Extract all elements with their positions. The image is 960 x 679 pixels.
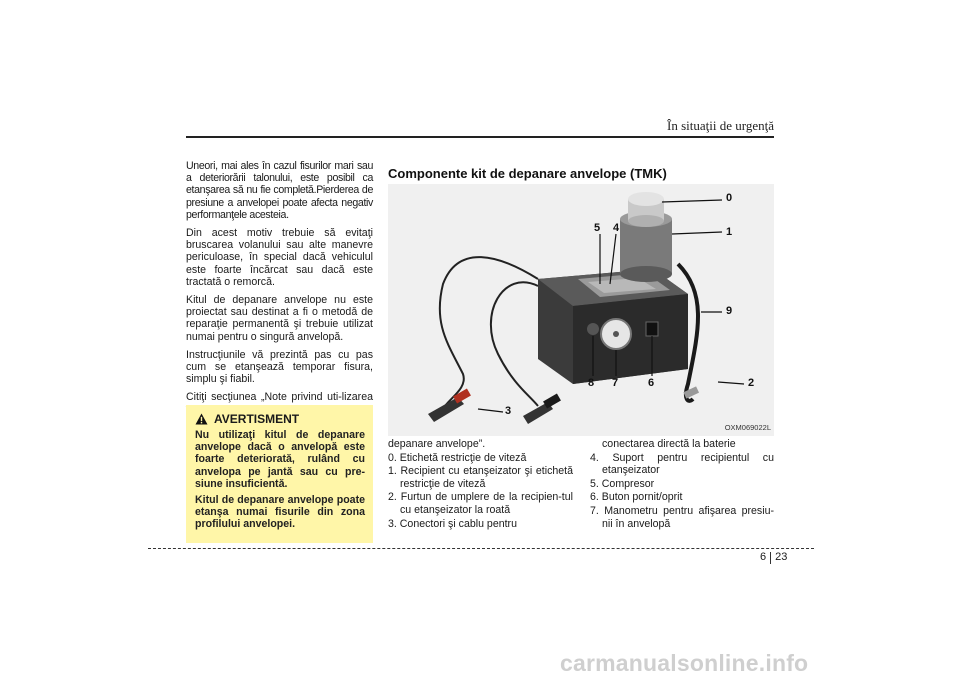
list-item: 2. Furtun de umplere de la recipien-tul cu etanşeizator la roată <box>388 491 573 516</box>
clamp-left <box>428 389 471 422</box>
warning-title: AVERTISMENT <box>214 412 300 426</box>
warning-text: Kitul de depanare anvelope poate etanşa numai fisurile din zona profilului anvelopei. <box>195 494 365 531</box>
page-number <box>760 551 787 564</box>
list-item: 3. Conectori şi cablu pentru <box>388 517 517 530</box>
warning-heading <box>195 412 365 426</box>
warning-text: Nu utilizaţi kitul de depanare anvelope dacă o anvelopă este foarte deteriorată, rulând cu anvelopa pe jantă sau cu pre-siune insuficientă. <box>195 429 365 490</box>
callout-0: 0 <box>726 192 733 204</box>
list-item: conectarea directă la baterie <box>602 438 736 450</box>
tire-repair-kit-illustration <box>388 184 774 436</box>
callout-8: 8 <box>588 377 595 389</box>
warning-box <box>186 405 373 543</box>
page-header-title: În situaţii de urgenţă <box>667 118 774 133</box>
page-number-value: 23 <box>775 551 788 563</box>
list-item: 6. Buton pornit/oprit <box>590 491 683 504</box>
list-item: 1. Recipient cu etanşeizator şi etichetă restricţie de viteză <box>388 465 573 490</box>
callout-1: 1 <box>726 226 733 238</box>
clamp-right <box>523 394 561 424</box>
callout-9: 9 <box>726 305 733 317</box>
callout-6: 6 <box>648 377 655 389</box>
tmk-figure <box>388 184 774 436</box>
components-list-left <box>388 438 573 531</box>
paragraph: Din acest motiv trebuie să evitaţi bruscarea volanului sau alte manevre periculoase, în special dacă vehiculul este foarte încărcat sau dacă este tractată o remorcă. <box>186 227 373 288</box>
chapter-number: 6 <box>760 551 767 563</box>
list-item: 4. Suport pentru recipientul cu etanşeizator <box>590 451 774 477</box>
section-title: Componente kit de depanare anvelope (TMK) <box>388 166 667 181</box>
list-item: 5. Compresor <box>590 477 655 490</box>
list-item: 7. Manometru pentru afişarea presiu-nii în anvelopă <box>590 504 774 530</box>
list-item: depanare anvelope”. <box>388 438 486 450</box>
callout-2: 2 <box>748 377 755 389</box>
paragraph: Uneori, mai ales în cazul fisurilor mari sau a deteriorării talonului, este posibil ca etanşarea să nu fie completă.Pierderea de presiune a anvelopei poate afecta negativ performanţele acesteia. <box>186 160 373 221</box>
callout-5: 5 <box>594 222 601 234</box>
footer-rule <box>148 548 814 549</box>
figure-code: OXM069022L <box>724 423 771 432</box>
warning-triangle-icon <box>195 413 208 425</box>
left-column <box>186 160 373 422</box>
components-list-right <box>590 438 774 531</box>
list-item: 0. Etichetă restricţie de viteză <box>388 451 527 464</box>
paragraph: Kitul de depanare anvelope nu este proiectat sau destinat a fi o metodă de reparaţie permanentă şi trebuie utilizat numai pentru o singură anvelopă. <box>186 294 373 343</box>
page-number-separator <box>770 552 771 564</box>
callout-3: 3 <box>505 405 512 417</box>
paragraph: Instrucţiunile vă prezintă pas cu pas cum se etanşează temporar fisura, simplu şi fiabil. <box>186 348 373 386</box>
paragraph: Citiţi secţiunea „Note privind uti-lizarea <box>186 391 373 404</box>
callout-7: 7 <box>612 377 619 389</box>
watermark: carmanualsonline.info <box>560 650 809 676</box>
callout-4: 4 <box>613 222 620 234</box>
header-rule <box>186 136 774 138</box>
